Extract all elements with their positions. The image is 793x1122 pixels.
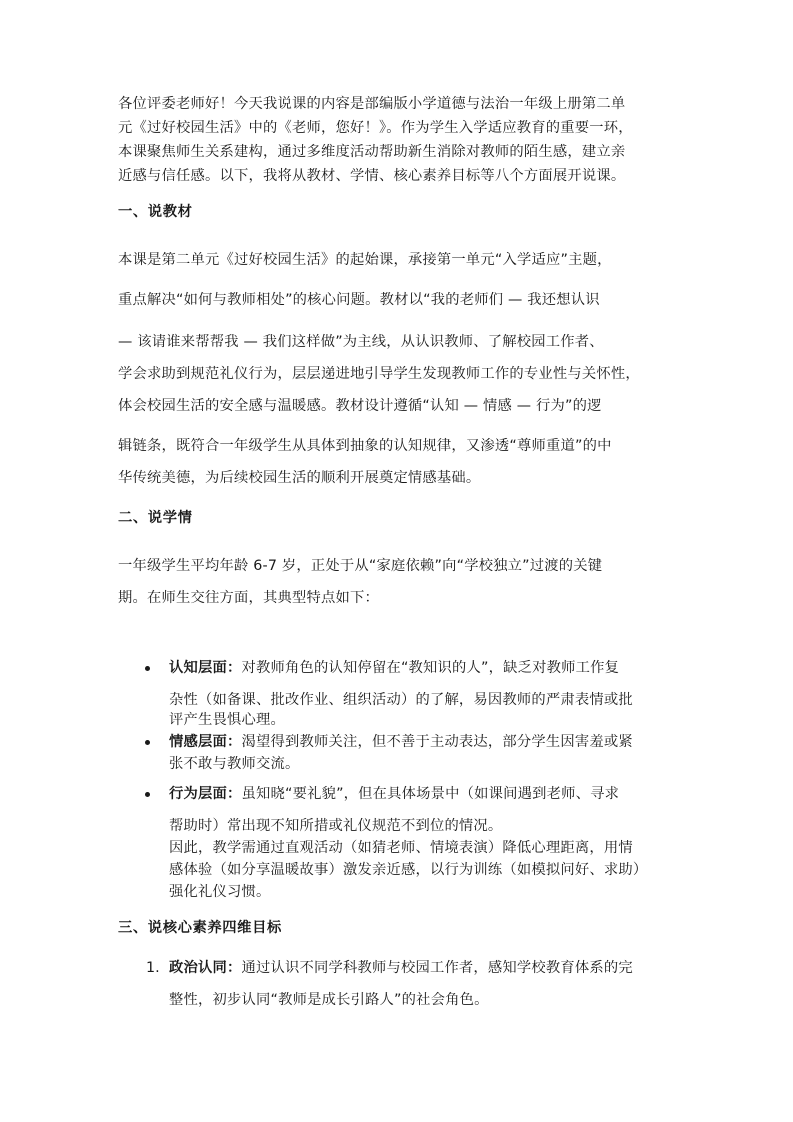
item-label: 政治认同： xyxy=(169,960,242,976)
bullet-icon xyxy=(145,792,150,797)
bullet-line: 张不敢与教师交流。 xyxy=(169,756,300,772)
bullet-label: 行为层面： xyxy=(169,786,242,802)
bullet-line: 感体验（如分享温暖故事）激发亲近感，以行为训练（如模拟问好、求助） xyxy=(169,862,648,878)
paragraph-line: — 该请谁来帮帮我 — 我们这样做”为主线，从认识教师、了解校园工作者、 xyxy=(118,334,604,350)
section-heading-goals: 三、说核心素养四维目标 xyxy=(118,920,282,936)
paragraph-line: 本课是第二单元《过好校园生活》的起始课，承接第一单元“入学适应”主题， xyxy=(118,252,612,268)
bullet-line: 帮助时）常出现不知所措或礼仪规范不到位的情况。 xyxy=(169,818,503,834)
bullet-icon xyxy=(145,740,150,745)
bullet-text: 渴望得到教师关注，但不善于主动表达，部分学生因害羞或紧 xyxy=(241,734,633,750)
bullet-line xyxy=(169,784,619,804)
item-text: 通过认识不同学科教师与校园工作者，感知学校教育体系的完 xyxy=(241,960,633,976)
intro-line: 近感与信任感。以下，我将从教材、学情、核心素养目标等八个方面展开说课。 xyxy=(118,168,626,184)
paragraph-line: 辑链条，既符合一年级学生从具体到抽象的认知规律，又渗透“尊师重道”的中 xyxy=(118,438,612,454)
bullet-label: 认知层面： xyxy=(169,660,242,676)
paragraph-line: 华传统美德，为后续校园生活的顺利开展奠定情感基础。 xyxy=(118,470,481,486)
bullet-line: 杂性（如备课、批改作业、组织活动）的了解，易因教师的严肃表情或批 xyxy=(169,692,633,708)
bullet-text: 对教师角色的认知停留在“教知识的人”，缺乏对教师工作复 xyxy=(241,660,620,676)
bullet-line xyxy=(169,732,633,752)
bullet-line xyxy=(169,658,619,678)
paragraph-line: 学会求助到规范礼仪行为，层层递进地引导学生发现教师工作的专业性与关怀性， xyxy=(118,366,640,382)
bullet-line: 因此，教学需通过直观活动（如猜老师、情境表演）降低心理距离，用情 xyxy=(169,840,633,856)
bullet-label: 情感层面： xyxy=(169,734,242,750)
intro-line: 各位评委老师好！今天我说课的内容是部编版小学道德与法治一年级上册第二单 xyxy=(118,96,626,112)
numbered-line xyxy=(169,958,633,978)
paragraph-line: 期。在师生交往方面，其典型特点如下： xyxy=(118,590,379,606)
section-heading-textbook: 一、说教材 xyxy=(118,204,193,220)
bullet-icon xyxy=(145,666,150,671)
intro-line: 本课聚焦师生关系建构，通过多维度活动帮助新生消除对教师的陌生感，建立亲 xyxy=(118,144,626,160)
bullet-text: 虽知晓“要礼貌”，但在具体场景中（如课间遇到老师、寻求 xyxy=(241,786,620,802)
numbered-line: 整性，初步认同“教师是成长引路人”的社会角色。 xyxy=(169,992,489,1008)
paragraph-line: 一年级学生平均年龄 6-7 岁，正处于从“家庭依赖”向“学校独立”过渡的关键 xyxy=(118,558,603,574)
paragraph-line: 重点解决“如何与教师相处”的核心问题。教材以“我的老师们 — 我还想认识 xyxy=(118,292,600,308)
paragraph-line: 体会校园生活的安全感与温暖感。教材设计遵循“认知 — 情感 — 行为”的逻 xyxy=(118,398,602,414)
bullet-line: 强化礼仪习惯。 xyxy=(169,884,271,900)
section-heading-students: 二、说学情 xyxy=(118,510,193,526)
intro-line: 元《过好校园生活》中的《老师，您好！》。作为学生入学适应教育的重要一环， xyxy=(118,120,633,136)
bullet-line: 评产生畏惧心理。 xyxy=(169,712,285,728)
list-number: 1. xyxy=(146,960,160,976)
